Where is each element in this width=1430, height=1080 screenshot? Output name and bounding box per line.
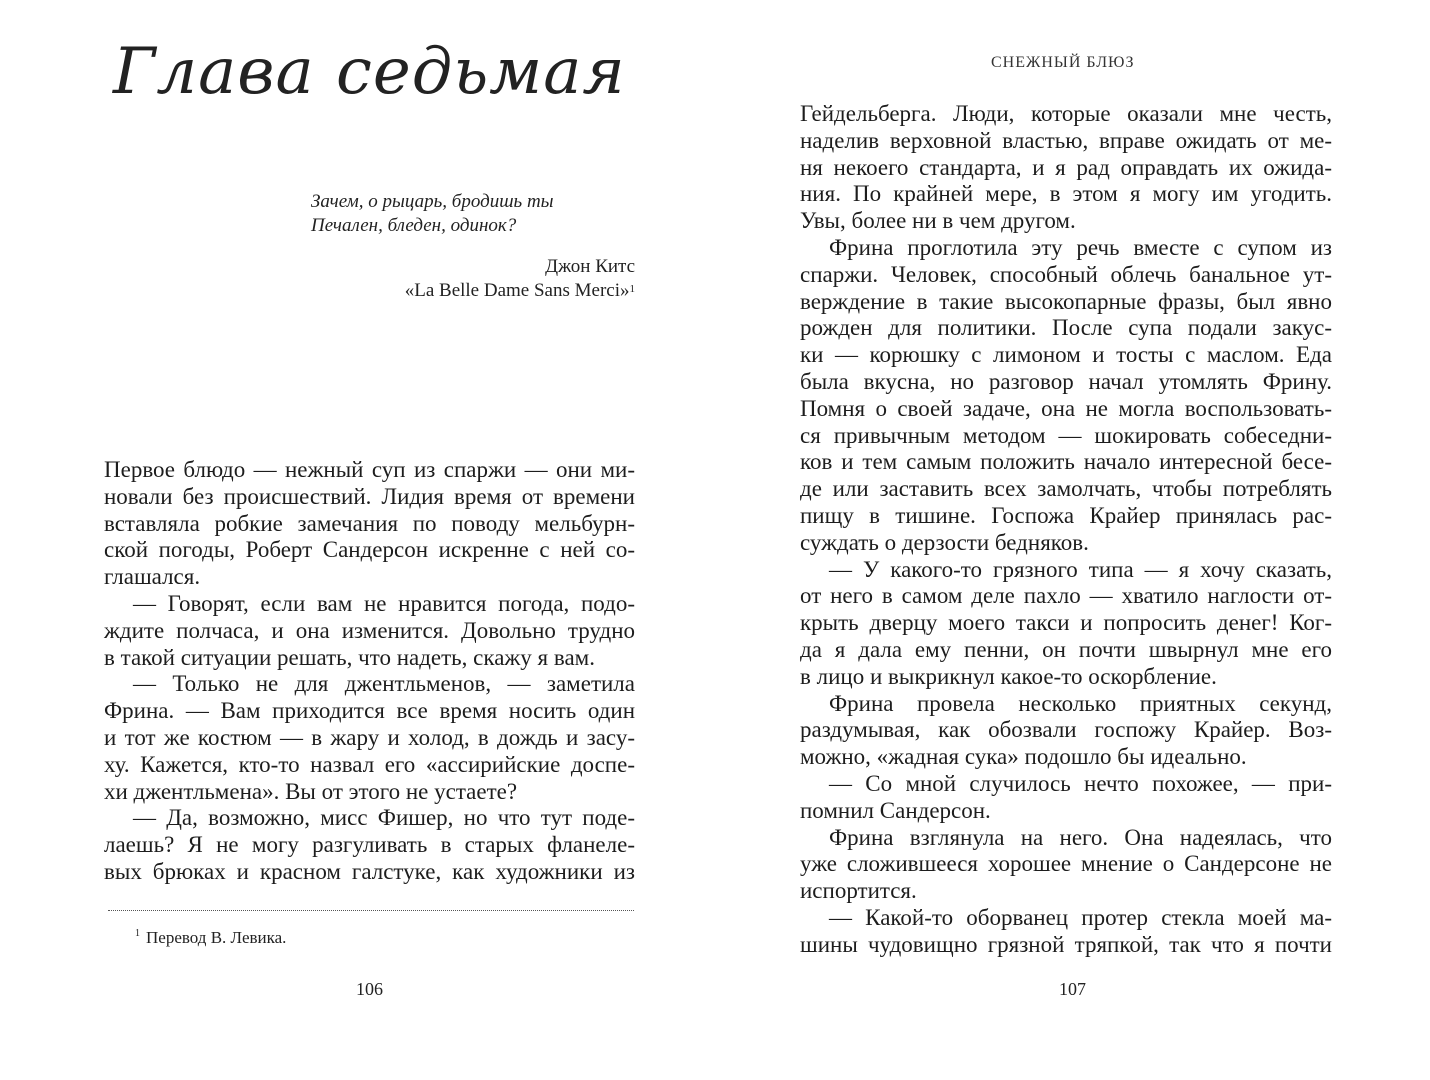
text-line: Фрина провела несколько приятных секунд, [829,690,1332,716]
text-line: рожден для политики. После супа подали закус- [800,315,1332,341]
epigraph-source-line [275,279,635,303]
epigraph [311,190,554,238]
text-line: ки — корюшку с лимоном и тосты с маслом. Еда [800,342,1332,368]
text-line: Увы, более ни в чем другом. [800,208,1076,234]
footnote-divider [108,910,634,911]
footnote-text: Перевод В. Левика. [146,928,287,947]
text-line: — Со мной случилось нечто похожее, — при- [829,770,1332,796]
text-line: ждите полчаса, и она изменится. Довольно трудно [104,617,635,643]
epigraph-author: Джон Китс [545,256,635,277]
text-line: от него в самом деле пахло — хватило наглости от- [800,583,1332,609]
footnote [135,928,286,948]
text-line: — Да, возможно, мисс Фишер, но что тут поде- [133,805,635,831]
text-line: была вкусна, но разговор начал утомлять Фрину. [800,368,1332,394]
text-line: ня некоего стандарта, и я рад оправдать их ожида- [800,154,1332,180]
footnote-mark: 1 [135,928,140,940]
text-line: верждение в такие высокопарные фразы, был явно [800,288,1332,314]
chapter-title: Глава седьмая [113,35,626,109]
footnote-reference: 1 [629,283,635,295]
text-line: Помня о своей задаче, она не могла воспользовать- [800,395,1332,421]
text-line: — Какой-то оборванец протер стекла моей ма- [829,904,1332,930]
epigraph-attribution [275,255,635,303]
text-line: ков и тем самым положить начало интересной бесе- [800,449,1332,475]
text-line: Первое блюдо — нежный суп из спаржи — они ми- [104,457,635,482]
epigraph-line: Печален, бледен, одинок? [311,215,517,236]
text-line: пищу в тишине. Госпожа Крайер принялась рас- [800,502,1332,528]
text-line: в лицо и выкрикнул какое-то оскорбление. [800,663,1217,689]
text-line: ху. Кажется, кто-то назвал его «ассирийские доспе- [104,751,635,777]
text-line: ся привычным методом — шокировать собеседни- [800,422,1332,448]
text-line: шины чудовищно грязной тряпкой, так что я почти [800,931,1332,957]
text-line: в такой ситуации решать, что надеть, скажу я вам. [104,644,595,670]
page-number: 107 [1059,979,1086,999]
left-body-text [104,457,635,886]
text-line: Фрина проглотила эту речь вместе с супом из [829,234,1332,260]
text-line: Фрина взглянула на него. Она надеялась, что [829,824,1332,850]
text-line: да я дала ему пенни, он почти швырнул мне его [800,636,1332,662]
epigraph-line: Зачем, о рыцарь, бродишь ты [311,191,554,212]
text-line: ния. По крайней мере, в этом я могу им угодить. [800,181,1332,207]
text-line: наделив верховной властью, вправе ожидать от ме- [800,127,1332,153]
text-line: вставляла робкие замечания по поводу мельбурн- [104,510,635,536]
text-line: глашался. [104,564,201,590]
text-line: де или заставить всех замолчать, чтобы потреблять [800,476,1332,502]
text-line: — Говорят, если вам не нравится погода, подо- [133,590,635,616]
right-page [715,0,1430,1080]
text-line: новали без происшествий. Лидия время от времени [104,483,635,509]
epigraph-source: «La Belle Dame Sans Merci» [404,280,630,301]
text-line: хи джентльмена». Вы от этого не устаете? [104,778,518,804]
text-line: Фрина. — Вам приходится все время носить один [104,698,635,724]
text-line: суждать о дерзости бедняков. [800,529,1089,555]
text-line: Гейдельберга. Люди, которые оказали мне честь, [800,101,1332,126]
text-line: крыть дверцу моего такси и попросить денег! Ког- [800,610,1332,636]
right-body-text [800,101,1332,959]
text-line: и тот же костюм — в жару и холод, в дождь и засу- [104,724,635,750]
text-line: испортится. [800,878,917,904]
text-line: уже сложившееся хорошее мнение о Сандерсоне не [800,851,1332,877]
text-line: лаешь? Я не могу разгуливать в старых фланеле- [104,832,635,858]
text-line: — У какого-то грязного типа — я хочу сказать, [829,556,1332,582]
running-head: СНЕЖНЫЙ БЛЮЗ [991,54,1135,71]
text-line: можно, «жадная сука» подошло бы идеально. [800,744,1247,770]
text-line: спаржи. Человек, способный облечь банальное ут- [800,261,1332,287]
text-line: помнил Сандерсон. [800,797,991,823]
page-number: 106 [356,979,383,999]
text-line: вых брюках и красном галстуке, как художники из [104,858,635,884]
text-line: ской погоды, Роберт Сандерсон искренне с ней со- [104,537,635,563]
text-line: раздумывая, как обозвали госпожу Крайер. Воз- [800,717,1332,743]
text-line: — Только не для джентльменов, — заметила [133,671,635,697]
